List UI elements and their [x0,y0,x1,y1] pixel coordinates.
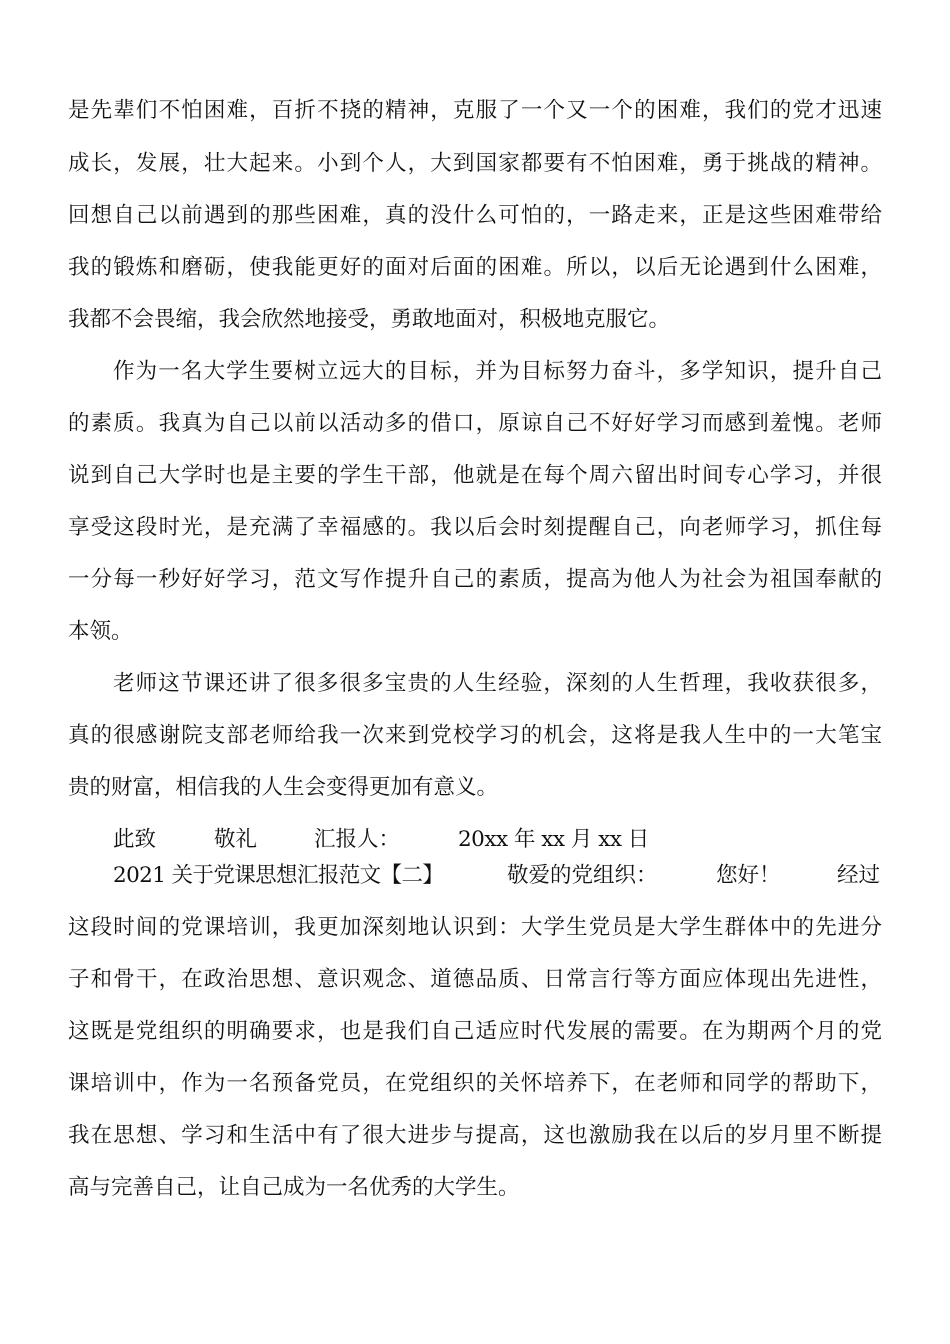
second-report-heading: 2021 关于党课思想汇报范文【二】 [113,863,444,888]
paragraph-1-line-4: 我的锻炼和磨砺，使我能更好的面对后面的困难。所以，以后无论遇到什么困难， [68,255,882,280]
report-date: 20xx 年 xx 月 xx 日 [458,827,649,852]
paragraph-2-line-1: 作为一名大学生要树立远大的目标，并为目标努力奋斗，多学知识，提升自己 [113,359,882,384]
second-report-line-3: 这既是党组织的明确要求，也是我们自己适应时代发展的需要。在为期两个月的党 [68,1019,882,1044]
second-report-line-5: 我在思想、学习和生活中有了很大进步与提高，这也激励我在以后的岁月里不断提 [68,1123,882,1148]
paragraph-3-line-3: 贵的财富，相信我的人生会变得更加有意义。 [68,775,499,800]
paragraph-1-line-1: 是先辈们不怕困难，百折不挠的精神，克服了一个又一个的困难，我们的党才迅速 [68,98,882,123]
paragraph-1-line-5: 我都不会畏缩，我会欣然地接受，勇敢地面对，积极地克服它。 [68,307,671,332]
second-report-hello: 您好！ [716,863,781,888]
second-report-line-6: 高与完善自己，让自己成为一名优秀的大学生。 [68,1175,520,1200]
second-report-greeting: 敬爱的党组织： [507,863,658,888]
paragraph-2-line-5: 一分每一秒好好学习，范文写作提升自己的素质，提高为他人为社会为祖国奉献的 [68,567,882,592]
paragraph-2-line-3: 说到自己大学时也是主要的学生干部，他就是在每个周六留出时间专心学习，并很 [68,463,882,488]
reporter-label: 汇报人： [314,827,401,852]
second-report-line-2: 子和骨干，在政治思想、意识观念、道德品质、日常言行等方面应体现出先进性， [68,967,882,992]
second-report-line-4: 课培训中，作为一名预备党员，在党组织的关怀培养下，在老师和同学的帮助下， [68,1071,882,1096]
paragraph-2-line-4: 享受这段时光，是充满了幸福感的。我以后会时刻提醒自己，向老师学习，抓住每 [68,515,882,540]
paragraph-1-line-2: 成长，发展，壮大起来。小到个人，大到国家都要有不怕困难，勇于挑战的精神。 [68,151,882,176]
second-report-first-line-tail: 经过 [837,863,881,888]
second-report-line-1: 这段时间的党课培训，我更加深刻地认识到：大学生党员是大学生群体中的先进分 [68,915,882,940]
closing-salutation: 此致 [113,827,157,852]
closing-regards: 敬礼 [214,827,258,852]
paragraph-2-line-6: 本领。 [68,619,133,644]
paragraph-3-line-2: 真的很感谢院支部老师给我一次来到党校学习的机会，这将是我人生中的一大笔宝 [68,723,882,748]
paragraph-1-line-3: 回想自己以前遇到的那些困难，真的没什么可怕的，一路走来，正是这些困难带给 [68,203,882,228]
paragraph-2-line-2: 的素质。我真为自己以前以活动多的借口，原谅自己不好好学习而感到羞愧。老师 [68,411,882,436]
paragraph-3-line-1: 老师这节课还讲了很多很多宝贵的人生经验，深刻的人生哲理，我收获很多， [113,671,882,696]
